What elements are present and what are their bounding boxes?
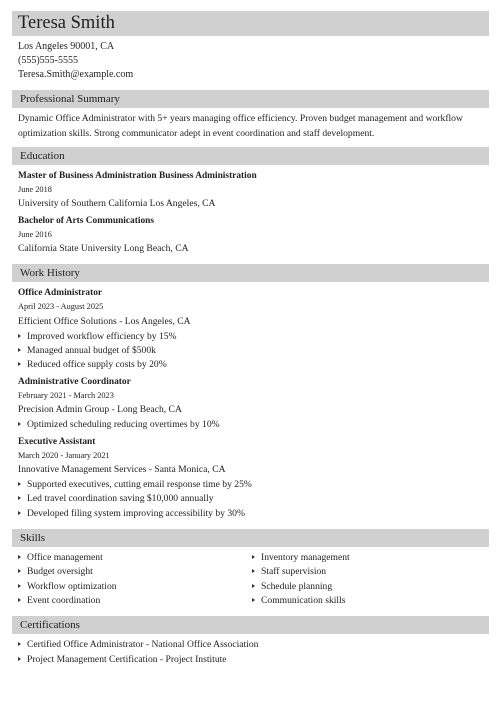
summary-text: Dynamic Office Administrator with 5+ years managing office efficiency. Proven budget management and workflow optimization skills. Strong communicator adept in event coordination and staff development. xyxy=(18,113,463,139)
certifications-section-bar xyxy=(12,616,489,634)
education-school: California State University Long Beach, CA xyxy=(18,243,189,254)
bullet-icon xyxy=(18,598,21,602)
education-section-bar xyxy=(12,147,489,165)
certification-item: Project Management Certification - Project Institute xyxy=(18,654,227,666)
job-bullet: Supported executives, cutting email response time by 25% xyxy=(18,479,252,491)
job-title: Office Administrator xyxy=(18,288,103,298)
bullet-icon xyxy=(18,496,21,500)
skill-item: Budget oversight xyxy=(18,566,93,578)
work-section-bar xyxy=(12,264,489,282)
contact-location: Los Angeles 90001, CA xyxy=(18,41,115,52)
certifications-section-title: Certifications xyxy=(20,619,80,631)
job-bullet: Managed annual budget of $500k xyxy=(18,345,156,357)
education-school: University of Southern California Los Angeles, CA xyxy=(18,198,216,209)
work-section-title: Work History xyxy=(20,267,80,279)
bullet-icon xyxy=(18,362,21,366)
job-dates: April 2023 - August 2025 xyxy=(18,302,104,311)
skill-item: Schedule planning xyxy=(252,581,332,593)
bullet-icon xyxy=(18,482,21,486)
job-bullet: Optimized scheduling reducing overtimes by 10% xyxy=(18,419,220,431)
skill-item: Staff supervision xyxy=(252,566,326,578)
skill-item: Office management xyxy=(18,552,103,564)
job-title: Administrative Coordinator xyxy=(18,377,131,387)
skill-item: Communication skills xyxy=(252,595,345,607)
education-date: June 2016 xyxy=(18,230,52,239)
bullet-icon xyxy=(18,334,21,338)
contact-phone: (555)555-5555 xyxy=(18,55,78,66)
bullet-icon xyxy=(252,555,255,559)
job-bullet: Developed filing system improving accessibility by 30% xyxy=(18,508,245,520)
skills-section-bar xyxy=(12,529,489,547)
bullet-icon xyxy=(18,511,21,515)
candidate-name: Teresa Smith xyxy=(18,13,115,33)
summary-section-title: Professional Summary xyxy=(20,93,120,105)
job-bullet: Improved workflow efficiency by 15% xyxy=(18,331,177,343)
bullet-icon xyxy=(252,584,255,588)
bullet-icon xyxy=(18,348,21,352)
skills-section-title: Skills xyxy=(20,532,46,544)
education-degree: Master of Business Administration Business Administration xyxy=(18,171,257,181)
bullet-icon xyxy=(252,598,255,602)
job-company: Innovative Management Services - Santa Monica, CA xyxy=(18,464,226,475)
job-bullet: Reduced office supply costs by 20% xyxy=(18,359,167,371)
certification-item: Certified Office Administrator - National Office Association xyxy=(18,639,258,651)
bullet-icon xyxy=(252,569,255,573)
bullet-icon xyxy=(18,642,21,646)
bullet-icon xyxy=(18,569,21,573)
job-company: Efficient Office Solutions - Los Angeles, CA xyxy=(18,316,191,327)
job-dates: February 2021 - March 2023 xyxy=(18,391,114,400)
bullet-icon xyxy=(18,584,21,588)
skill-item: Inventory management xyxy=(252,552,350,564)
education-section-title: Education xyxy=(20,150,65,162)
bullet-icon xyxy=(18,422,21,426)
contact-email: Teresa.Smith@example.com xyxy=(18,69,134,80)
job-company: Precision Admin Group - Long Beach, CA xyxy=(18,404,182,415)
job-dates: March 2020 - January 2021 xyxy=(18,451,110,460)
job-title: Executive Assistant xyxy=(18,437,96,447)
skill-item: Workflow optimization xyxy=(18,581,117,593)
education-date: June 2018 xyxy=(18,185,52,194)
bullet-icon xyxy=(18,657,21,661)
bullet-icon xyxy=(18,555,21,559)
education-degree: Bachelor of Arts Communications xyxy=(18,216,155,226)
job-bullet: Led travel coordination saving $10,000 annually xyxy=(18,493,214,505)
skill-item: Event coordination xyxy=(18,595,100,607)
